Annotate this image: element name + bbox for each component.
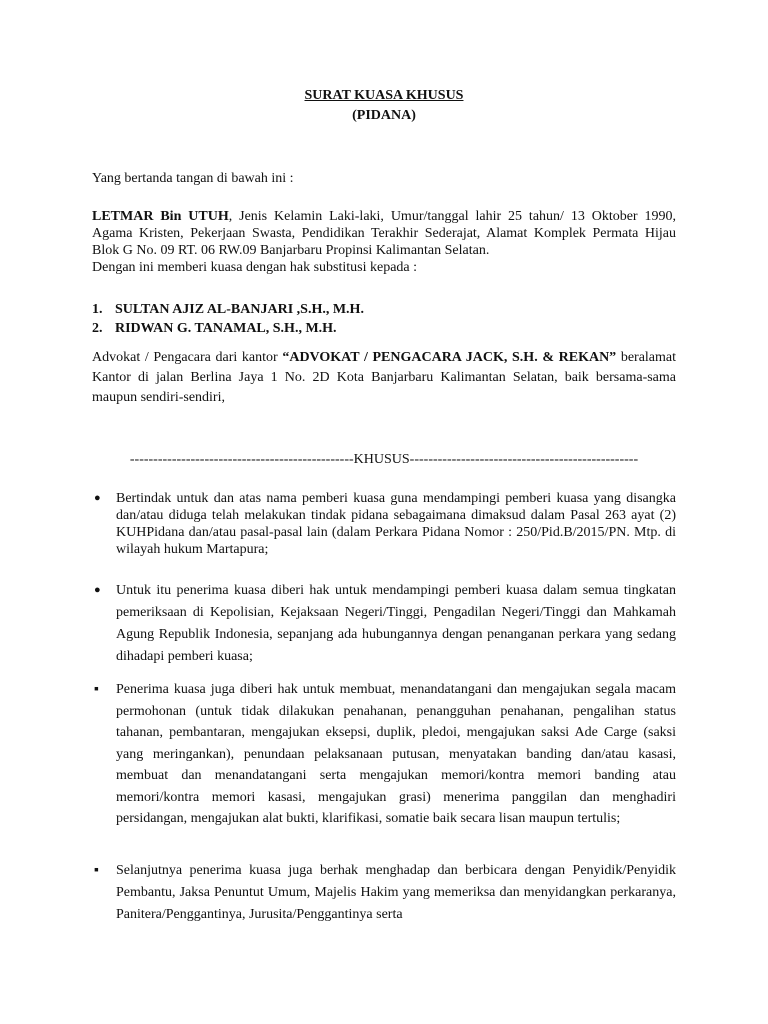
firm-name: “ADVOKAT / PENGACARA JACK, S.H. & REKAN” — [282, 350, 617, 365]
list-item — [92, 860, 676, 926]
document-subtitle: (PIDANA) — [352, 108, 416, 123]
bullet-dot-icon — [92, 580, 116, 668]
attorney-number: 1. — [92, 302, 103, 317]
client-details: , Jenis Kelamin Laki-laki, Umur/tanggal lahir 25 tahun/ 13 Oktober 1990, Agama Kristen, Pekerjaan Swasta, Pendidikan Terakhir Sederajat, Alamat Komplek Permata Hijau Blok G No. 09 RT. 06 RW.09 Banjarbaru Propinsi Kalimantan Selatan. — [92, 209, 676, 258]
firm-paragraph — [92, 348, 676, 408]
bullet-square-icon — [92, 860, 116, 926]
list-item — [92, 490, 676, 558]
attorney-item — [92, 300, 676, 319]
attorney-item — [92, 319, 676, 338]
attorney-name: RIDWAN G. TANAMAL, S.H., M.H. — [115, 321, 337, 336]
grant-line: Dengan ini memberi kuasa dengan hak substitusi kepada : — [92, 260, 418, 275]
firm-prefix: Advokat / Pengacara dari kantor — [92, 350, 283, 365]
list-item-text: Bertindak untuk dan atas nama pemberi kuasa guna mendampingi pemberi kuasa yang disangka dan/atau diduga telah melakukan tindak pidana sebagaimana dimaksud dalam Pasal 263 ayat (2) KUHPidana dan/atau pasal-pasal lain (dalam Perkara Pidana Nomor : 250/Pid.B/2015/PN. Mtp. di wilayah hukum Martapura; — [116, 491, 676, 557]
attorney-name: SULTAN AJIZ AL-BANJARI ,S.H., M.H. — [115, 302, 364, 317]
list-item-text: Penerima kuasa juga diberi hak untuk membuat, menandatangani dan mengajukan segala macam permohonan (untuk tidak dilakukan penahanan, penangguhan penahanan, pengalihan status tahanan, pembantaran, mengajukan eksepsi, duplik, pledoi, mengajukan saksi Ade Carge (saksi yang meringankan), penundaan pelaksanaan putusan, menyatakan banding dan/atau kasasi, membuat dan menandatangani serta mengajukan memori/kontra memori banding atau memori/kontra memori kasasi, mengajukan grasi) menerima panggilan dan menghadiri persidangan, mengajukan alat bukti, klarifikasi, somatie baik secara lisan maupun tertulis; — [116, 682, 676, 826]
bullet-dot-icon — [92, 490, 116, 558]
list-item-text: Untuk itu penerima kuasa diberi hak untuk mendampingi pemberi kuasa dalam semua tingkatan pemeriksaan di Kepolisian, Kejaksaan Negeri/Tinggi, Pengadilan Negeri/Tinggi dan Mahkamah Agung Republik Indonesia, sepanjang ada hubungannya dengan penanganan perkara yang sedang dihadapi pemberi kuasa; — [116, 583, 676, 664]
list-item-text: Selanjutnya penerima kuasa juga berhak menghadap dan berbicara dengan Penyidik/Penyidik Pembantu, Jaksa Penuntut Umum, Majelis Hakim yang memeriksa dan menyidangkan perkaranya, Panitera/Penggantinya, Jurusita/Penggantinya serta — [116, 863, 676, 922]
bullet-square-icon — [92, 679, 116, 830]
client-name: LETMAR Bin UTUH — [92, 209, 229, 224]
client-paragraph — [92, 208, 676, 276]
attorney-list — [92, 300, 676, 338]
section-divider-khusus: ------------------------------------------------KHUSUS------------------------------------------------- — [129, 452, 639, 467]
attorney-number: 2. — [92, 321, 103, 336]
document-title: SURAT KUASA KHUSUS — [304, 88, 464, 103]
list-item — [92, 580, 676, 668]
intro-text: Yang bertanda tangan di bawah ini : — [92, 171, 294, 186]
list-item — [92, 679, 676, 830]
firm-address: beralamat Kantor di jalan Berlina Jaya 1 No. 2D Kota Banjarbaru Kalimantan Selatan, baik bersama-sama maupun sendiri-sendiri, — [92, 350, 677, 405]
